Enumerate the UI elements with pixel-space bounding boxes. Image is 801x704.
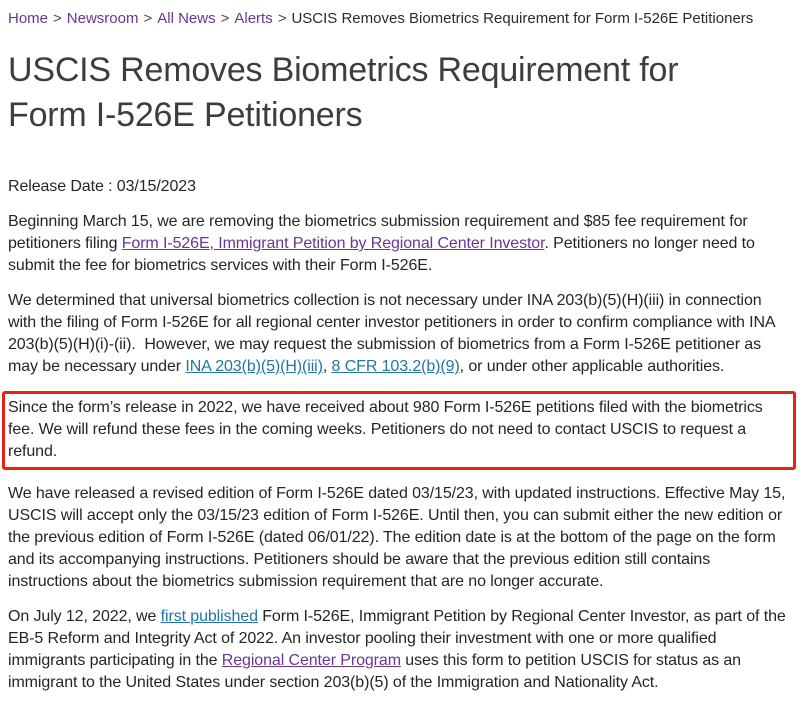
breadcrumb-separator: > [277,10,287,27]
paragraph: We have released a revised edition of Form I-526E dated 03/15/23, with updated instructions. Effective May 15, USCIS will accept only the 03/15/23 edition of Form I-526E. Until then, you can submit either the new edition or the previous edition of Form I-526E (dated 06/01/22). The edition date is at the bottom of the page on the form and its accompanying instructions. Petitioners should be aware that the previous edition still contains instructions about the biometrics submission requirement that are no longer accurate. [8,485,786,590]
article-body [8,211,793,694]
release-date [8,176,793,198]
page-title: USCIS Removes Biometrics Requirement for Form I-526E Petitioners [8,51,679,134]
breadcrumb-link-newsroom[interactable]: Newsroom [66,10,139,27]
form-i526e-link[interactable]: Form I-526E, Immigrant Petition by Regional Center Investor [121,235,545,252]
regional-center-program-link[interactable]: Regional Center Program [221,652,401,669]
breadcrumb-separator: > [143,10,153,27]
paragraph: Beginning March 15, we are removing the biometrics submission requirement and $85 fee requirement for petitioners filing Form I-526E, Immigrant Petition by Regional Center Investor. Petitioners no longer need to submit the fee for biometrics services with their Form I-526E. [8,213,755,274]
release-date-label: Release Date : [8,178,113,195]
breadcrumb-link-home[interactable]: Home [8,10,49,27]
release-date-value: 03/15/2023 [116,178,196,195]
breadcrumb-link-alerts[interactable]: Alerts [234,10,273,27]
breadcrumb-current: USCIS Removes Biometrics Requirement for Form I-526E Petitioners [291,10,754,27]
breadcrumb [8,10,793,28]
breadcrumb-link-all-news[interactable]: All News [157,10,216,27]
first-published-link[interactable]: first published [160,608,258,625]
paragraph: On July 12, 2022, we first published Form I-526E, Immigrant Petition by Regional Center Investor, as part of the EB-5 Reform and Integrity Act of 2022. An investor pooling their investment with one or more qualified immigrants participating in the Regional Center Program uses this form to petition USCIS for status as an immigrant to the United States under section 203(b)(5) of the Immigration and Nationality Act. [8,608,786,691]
cfr-103-2-link[interactable]: 8 CFR 103.2(b)(9) [331,358,460,375]
breadcrumb-separator: > [53,10,62,27]
ina-203-link[interactable]: INA 203(b)(5)(H)(iii) [185,358,323,375]
breadcrumb-separator: > [220,10,230,27]
highlighted-paragraph: Since the form’s release in 2022, we have received about 980 Form I-526E petitions filed with the biometrics fee. We will refund these fees in the coming weeks. Petitioners do not need to contact USCIS to request a refund. [2,391,796,470]
paragraph: We determined that universal biometrics collection is not necessary under INA 203(b)(5)(H)(iii) in connection with the filing of Form I-526E for all regional center investor petitioners in order to confirm compliance with INA 203(b)(5)(H)(i)-(ii). However, we may request the submission of biometrics from a Form I-526E petitioner as may be necessary under INA 203(b)(5)(H)(iii), 8 CFR 103.2(b)(9), or under other applicable authorities. [8,292,775,375]
